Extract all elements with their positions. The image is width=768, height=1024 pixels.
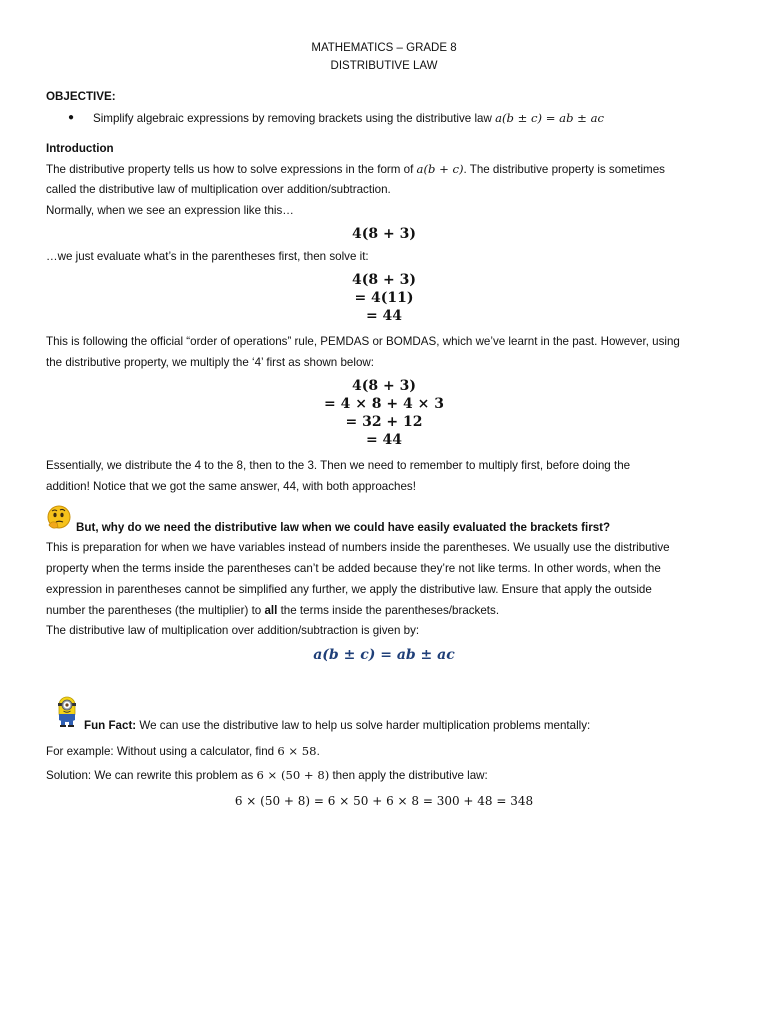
para2-line-1: This is following the official “order of operations” rule, PEMDAS or BOMDAS, which we’ve learnt in the past. However, using bbox=[46, 335, 680, 348]
eval2-step-3: = 32 + 12 bbox=[345, 414, 423, 430]
explanation-line-4-text: number the parentheses (the multiplier) to bbox=[46, 604, 265, 617]
intro-line-3: Normally, when we see an expression like this… bbox=[46, 204, 294, 217]
objective-heading: OBJECTIVE: bbox=[46, 90, 116, 103]
page-title: MATHEMATICS – GRADE 8 bbox=[311, 42, 457, 54]
para3-line-1: Essentially, we distribute the 4 to the 8, then to the 3. Then we need to remember to multiply first, before doing the bbox=[46, 459, 631, 472]
example-formula: 6 × 58 bbox=[277, 744, 317, 758]
explanation-line-4 bbox=[46, 604, 499, 617]
eval1-step-3: = 44 bbox=[365, 308, 403, 324]
explanation-emphasis: all bbox=[264, 604, 278, 617]
intro-line-1 bbox=[46, 162, 665, 176]
thinking-face-icon bbox=[46, 505, 72, 531]
objective-text: Simplify algebraic expressions by removing brackets using the distributive law bbox=[93, 112, 496, 125]
example-line bbox=[46, 744, 320, 758]
bullet-icon: ● bbox=[68, 112, 75, 123]
solution-text-end: then apply the distributive law: bbox=[329, 769, 488, 782]
intro-line-1-text-end: . The distributive property is sometimes bbox=[463, 163, 665, 176]
objective-formula: a(b ± c) = ab ± ac bbox=[495, 111, 604, 125]
solution-result: 6 × (50 + 8) = 6 × 50 + 6 × 8 = 300 + 48 = 348 bbox=[234, 794, 534, 808]
intro-heading: Introduction bbox=[46, 142, 114, 155]
objective-bullet bbox=[93, 111, 604, 125]
question-text: But, why do we need the distributive law when we could have easily evaluated the brackets first? bbox=[76, 521, 611, 534]
intro-line-1-text: The distributive property tells us how to solve expressions in the form of bbox=[46, 163, 417, 176]
explanation-line-4-text-end: the terms inside the parentheses/brackets. bbox=[277, 604, 500, 617]
page-subtitle: DISTRIBUTIVE LAW bbox=[330, 60, 438, 72]
explanation-line-1: This is preparation for when we have variables instead of numbers inside the parentheses. We usually use the distributive bbox=[46, 541, 670, 554]
explanation-line-2: property when the terms inside the parentheses can’t be added because they’re not like terms. In other words, when the bbox=[46, 562, 661, 575]
para3-line-2: addition! Notice that we got the same answer, 44, with both approaches! bbox=[46, 480, 416, 493]
solution-line bbox=[46, 768, 488, 782]
expression-1: 4(8 + 3) bbox=[352, 226, 416, 242]
explanation-line-5: The distributive law of multiplication over addition/subtraction is given by: bbox=[46, 624, 420, 637]
distributive-law-formula: a(b ± c) = ab ± ac bbox=[313, 647, 455, 663]
example-text-end: . bbox=[316, 745, 320, 758]
eval2-step-4: = 44 bbox=[365, 432, 403, 448]
eval1-step-1: 4(8 + 3) bbox=[352, 272, 416, 288]
fun-fact-line bbox=[84, 719, 590, 732]
para2-line-2: the distributive property, we multiply the ‘4’ first as shown below: bbox=[46, 356, 374, 369]
solution-text: Solution: We can rewrite this problem as bbox=[46, 769, 257, 782]
intro-line-4: …we just evaluate what’s in the parentheses first, then solve it: bbox=[46, 250, 369, 263]
explanation-line-3: expression in parentheses cannot be simplified any further, we apply the distributive law. Ensure that apply the outside bbox=[46, 583, 652, 596]
intro-line-1-formula: a(b + c) bbox=[416, 162, 464, 176]
minion-icon bbox=[52, 694, 82, 728]
eval2-step-1: 4(8 + 3) bbox=[352, 378, 416, 394]
eval2-step-2: = 4 × 8 + 4 × 3 bbox=[323, 396, 444, 412]
solution-formula: 6 × (50 + 8) bbox=[256, 768, 330, 782]
intro-line-2: called the distributive law of multiplication over addition/subtraction. bbox=[46, 183, 391, 196]
fun-fact-text: We can use the distributive law to help us solve harder multiplication problems mentally: bbox=[136, 719, 591, 732]
fun-fact-label: Fun Fact: bbox=[84, 719, 137, 732]
example-text: For example: Without using a calculator, find bbox=[46, 745, 278, 758]
eval1-step-2: = 4(11) bbox=[354, 290, 414, 306]
